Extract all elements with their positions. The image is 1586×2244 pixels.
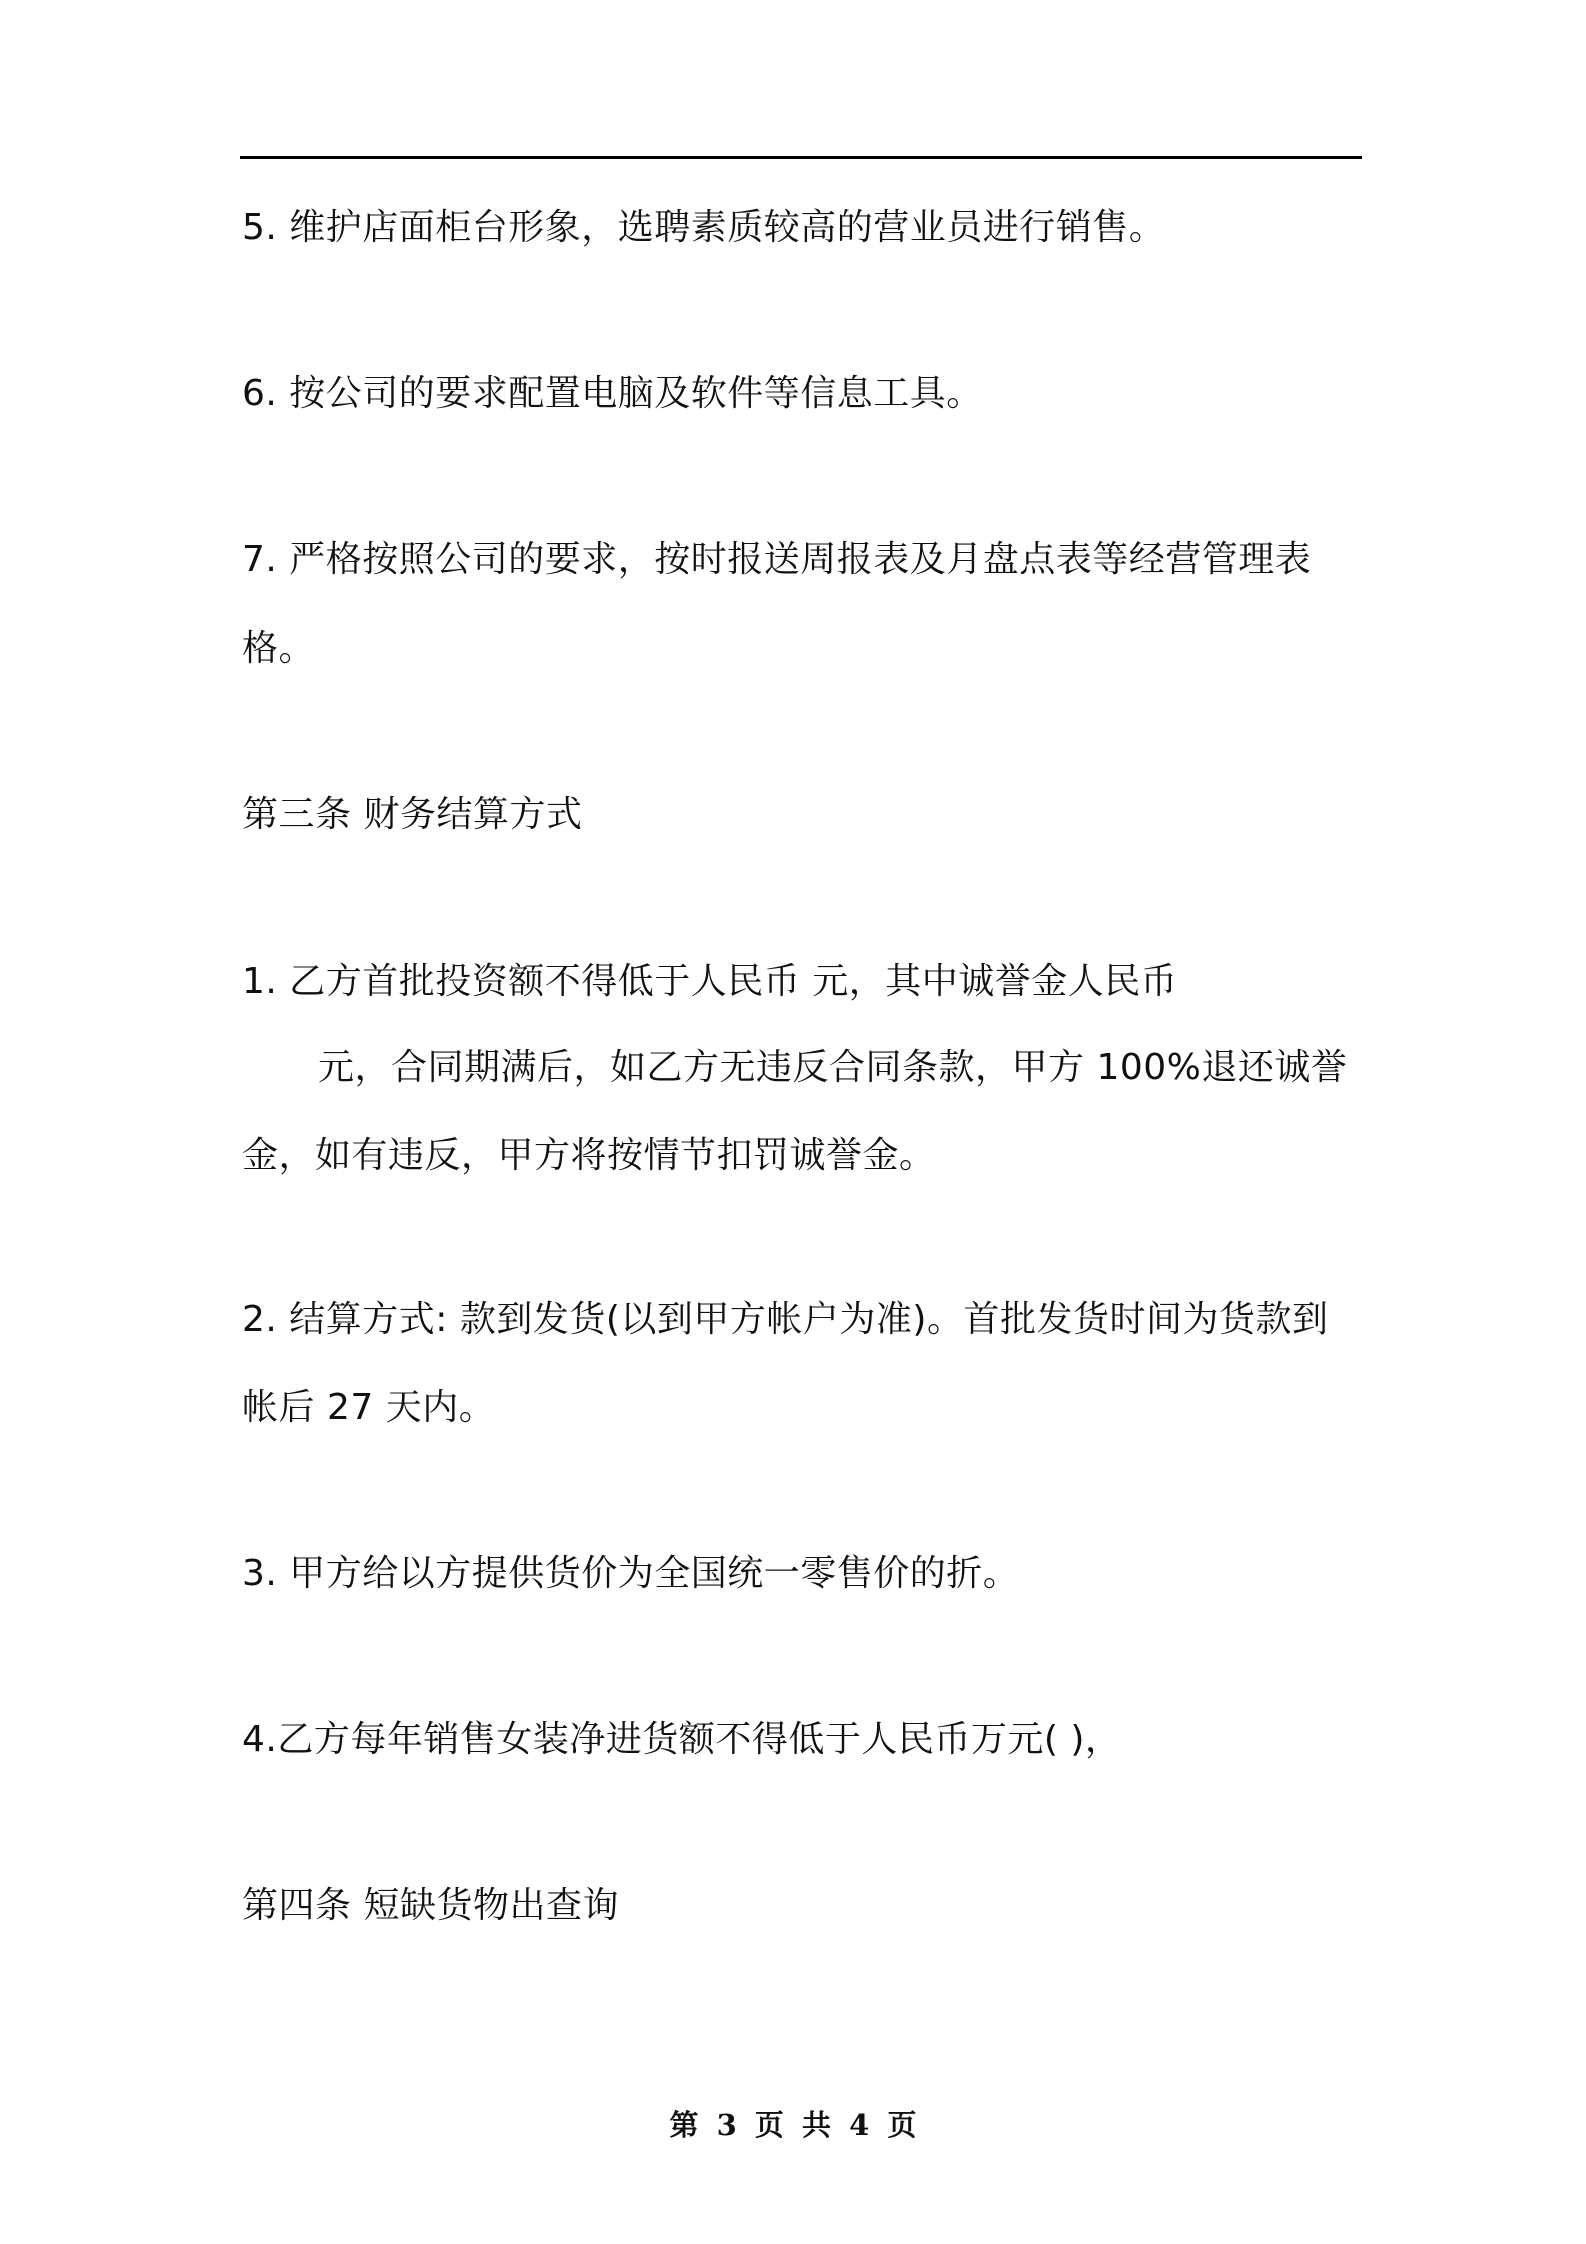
finance-item-2: 2. 结算方式: 款到发货(以到甲方帐户为准)。首批发货时间为货款到 (242, 1299, 1329, 1340)
header-rule (240, 156, 1362, 159)
finance-item-3: 3. 甲方给以方提供货价为全国统一零售价的折。 (242, 1553, 1020, 1594)
clause-item-5: 5. 维护店面柜台形象，选聘素质较高的营业员进行销售。 (242, 207, 1166, 248)
finance-item-4: 4.乙方每年销售女装净进货额不得低于人民币万元( )， (242, 1719, 1122, 1760)
page-footer (0, 2103, 1586, 2144)
finance-item-1-continuation-2: 金，如有违反，甲方将按情节扣罚诚誉金。 (242, 1135, 936, 1176)
clause-item-7: 7. 严格按照公司的要求，按时报送周报表及月盘点表等经营管理表 (242, 539, 1312, 580)
current-page-number: 3 (716, 2108, 737, 2142)
section-heading-article-3: 第三条 财务结算方式 (242, 794, 583, 835)
section-heading-article-4: 第四条 短缺货物出查询 (242, 1885, 619, 1926)
total-page-number: 4 (849, 2108, 870, 2142)
finance-item-1-continuation: 元，合同期满后，如乙方无违反合同条款，甲方 100%退还诚誉 (318, 1047, 1348, 1088)
page-word: 页 (754, 2108, 784, 2142)
total-prefix: 共 (802, 2108, 832, 2142)
finance-item-1: 1. 乙方首批投资额不得低于人民币 元，其中诚誉金人民币 (242, 961, 1178, 1002)
clause-item-6: 6. 按公司的要求配置电脑及软件等信息工具。 (242, 373, 983, 414)
clause-item-7-continuation: 格。 (242, 628, 316, 669)
page-label-prefix: 第 (669, 2108, 699, 2142)
finance-item-2-continuation: 帐后 27 天内。 (242, 1387, 496, 1428)
page-word-end: 页 (887, 2108, 917, 2142)
